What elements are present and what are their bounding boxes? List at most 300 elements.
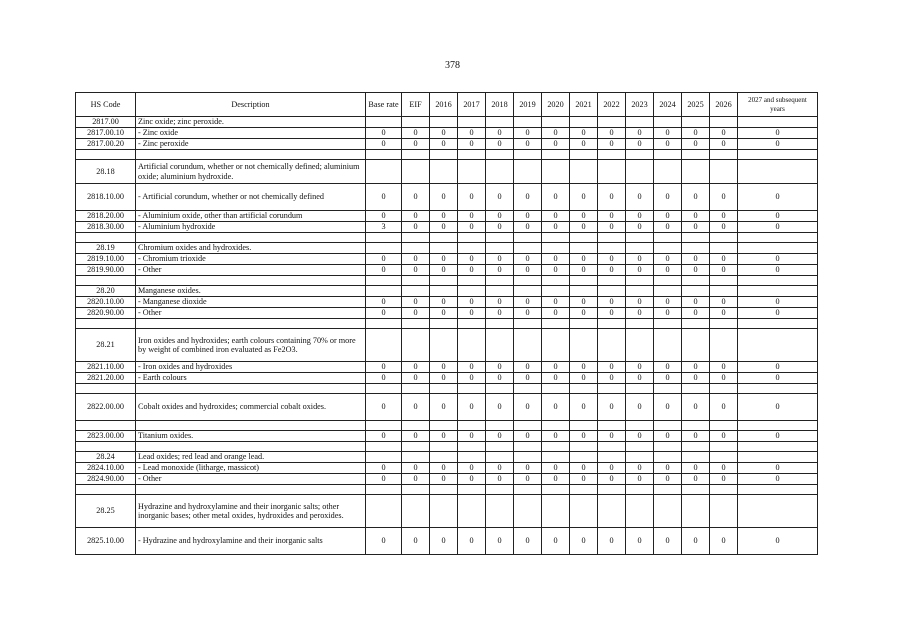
rate-cell: 0 xyxy=(458,254,486,265)
rate-cell: 0 xyxy=(514,308,542,319)
empty-cell xyxy=(598,485,626,495)
empty-cell xyxy=(738,276,818,286)
empty-cell xyxy=(458,117,486,128)
empty-cell xyxy=(458,329,486,362)
hs-code-cell: 2824.10.00 xyxy=(76,463,136,474)
empty-cell xyxy=(402,421,430,431)
rate-cell: 0 xyxy=(366,308,402,319)
empty-cell xyxy=(598,160,626,184)
empty-cell xyxy=(542,286,570,297)
heading-row xyxy=(76,160,818,184)
empty-cell xyxy=(710,452,738,463)
rate-cell: 0 xyxy=(682,431,710,442)
empty-cell xyxy=(402,286,430,297)
rate-cell: 0 xyxy=(402,128,430,139)
empty-cell xyxy=(136,319,366,329)
empty-cell xyxy=(570,117,598,128)
rate-cell: 0 xyxy=(514,394,542,421)
rate-cell: 0 xyxy=(514,431,542,442)
rate-cell: 0 xyxy=(626,373,654,384)
rate-cell: 0 xyxy=(570,308,598,319)
empty-cell xyxy=(542,233,570,243)
heading-row xyxy=(76,329,818,362)
rate-cell: 0 xyxy=(430,373,458,384)
header-2018: 2018 xyxy=(486,93,514,117)
empty-cell xyxy=(598,384,626,394)
empty-cell xyxy=(514,319,542,329)
rate-cell: 0 xyxy=(402,394,430,421)
rate-cell: 0 xyxy=(654,184,682,211)
rate-cell: 0 xyxy=(402,474,430,485)
rate-cell: 0 xyxy=(514,128,542,139)
empty-cell xyxy=(654,329,682,362)
empty-cell xyxy=(654,452,682,463)
empty-cell xyxy=(402,117,430,128)
hs-code-cell: 2823.00.00 xyxy=(76,431,136,442)
header-2023: 2023 xyxy=(626,93,654,117)
rate-cell: 0 xyxy=(626,474,654,485)
heading-row xyxy=(76,117,818,128)
rate-cell: 0 xyxy=(654,265,682,276)
rate-cell: 0 xyxy=(458,394,486,421)
empty-cell xyxy=(486,233,514,243)
empty-cell xyxy=(654,485,682,495)
description-cell: - Manganese dioxide xyxy=(136,297,366,308)
rate-cell: 0 xyxy=(570,139,598,150)
header-eif: EIF xyxy=(402,93,430,117)
empty-cell xyxy=(626,276,654,286)
rate-cell: 0 xyxy=(598,463,626,474)
rate-cell: 0 xyxy=(402,297,430,308)
rate-cell: 0 xyxy=(682,528,710,555)
table-row xyxy=(76,128,818,139)
description-cell: Zinc oxide; zinc peroxide. xyxy=(136,117,366,128)
rate-cell: 0 xyxy=(430,297,458,308)
rate-cell: 0 xyxy=(654,222,682,233)
header-2025: 2025 xyxy=(682,93,710,117)
rate-cell: 0 xyxy=(738,431,818,442)
description-cell: - Other xyxy=(136,265,366,276)
rate-cell: 0 xyxy=(710,254,738,265)
rate-cell: 0 xyxy=(738,128,818,139)
empty-cell xyxy=(570,329,598,362)
empty-cell xyxy=(598,319,626,329)
empty-cell xyxy=(430,319,458,329)
empty-cell xyxy=(682,243,710,254)
empty-cell xyxy=(570,276,598,286)
rate-cell: 0 xyxy=(542,362,570,373)
hs-code-cell: 28.19 xyxy=(76,243,136,254)
empty-cell xyxy=(570,243,598,254)
empty-cell xyxy=(76,485,136,495)
description-cell: - Earth colours xyxy=(136,373,366,384)
empty-cell xyxy=(682,442,710,452)
rate-cell: 0 xyxy=(430,254,458,265)
rate-cell: 0 xyxy=(486,254,514,265)
heading-row xyxy=(76,243,818,254)
table-row xyxy=(76,373,818,384)
rate-cell: 0 xyxy=(486,139,514,150)
empty-cell xyxy=(598,243,626,254)
rate-cell: 0 xyxy=(402,184,430,211)
rate-cell: 0 xyxy=(514,373,542,384)
empty-cell xyxy=(654,150,682,160)
rate-cell: 0 xyxy=(486,431,514,442)
empty-cell xyxy=(76,442,136,452)
rate-cell: 0 xyxy=(458,474,486,485)
empty-cell xyxy=(738,329,818,362)
empty-cell xyxy=(458,233,486,243)
rate-cell: 0 xyxy=(570,474,598,485)
rate-cell: 0 xyxy=(738,463,818,474)
rate-cell: 3 xyxy=(366,222,402,233)
empty-cell xyxy=(514,421,542,431)
rate-cell: 0 xyxy=(682,373,710,384)
rate-cell: 0 xyxy=(738,297,818,308)
rate-cell: 0 xyxy=(570,222,598,233)
header-2022: 2022 xyxy=(598,93,626,117)
rate-cell: 0 xyxy=(710,222,738,233)
rate-cell: 0 xyxy=(430,139,458,150)
empty-cell xyxy=(738,160,818,184)
empty-cell xyxy=(486,384,514,394)
empty-cell xyxy=(570,495,598,528)
rate-cell: 0 xyxy=(542,211,570,222)
rate-cell: 0 xyxy=(486,308,514,319)
empty-cell xyxy=(598,150,626,160)
empty-cell xyxy=(654,117,682,128)
empty-cell xyxy=(654,319,682,329)
rate-cell: 0 xyxy=(486,297,514,308)
rate-cell: 0 xyxy=(458,463,486,474)
hs-code-cell: 2822.00.00 xyxy=(76,394,136,421)
rate-cell: 0 xyxy=(570,362,598,373)
empty-cell xyxy=(430,117,458,128)
empty-cell xyxy=(710,485,738,495)
empty-cell xyxy=(598,233,626,243)
description-cell: - Chromium trioxide xyxy=(136,254,366,265)
rate-cell: 0 xyxy=(366,431,402,442)
empty-cell xyxy=(710,243,738,254)
empty-cell xyxy=(76,384,136,394)
rate-cell: 0 xyxy=(598,373,626,384)
rate-cell: 0 xyxy=(598,308,626,319)
rate-cell: 0 xyxy=(626,362,654,373)
rate-cell: 0 xyxy=(626,463,654,474)
rate-cell: 0 xyxy=(514,265,542,276)
rate-cell: 0 xyxy=(626,431,654,442)
empty-cell xyxy=(514,329,542,362)
empty-cell xyxy=(514,150,542,160)
empty-cell xyxy=(570,233,598,243)
hs-code-cell: 2817.00.20 xyxy=(76,139,136,150)
hs-code-cell: 2819.10.00 xyxy=(76,254,136,265)
heading-row xyxy=(76,452,818,463)
empty-cell xyxy=(682,233,710,243)
empty-cell xyxy=(486,421,514,431)
header-2016: 2016 xyxy=(430,93,458,117)
empty-cell xyxy=(682,495,710,528)
empty-cell xyxy=(570,442,598,452)
empty-cell xyxy=(402,442,430,452)
empty-cell xyxy=(458,384,486,394)
hs-code-cell: 28.18 xyxy=(76,160,136,184)
rate-cell: 0 xyxy=(682,297,710,308)
empty-cell xyxy=(682,485,710,495)
hs-code-cell: 2825.10.00 xyxy=(76,528,136,555)
rate-cell: 0 xyxy=(710,297,738,308)
empty-cell xyxy=(514,384,542,394)
rate-cell: 0 xyxy=(626,308,654,319)
empty-cell xyxy=(402,452,430,463)
hs-code-cell: 28.24 xyxy=(76,452,136,463)
header-2017: 2017 xyxy=(458,93,486,117)
empty-cell xyxy=(402,319,430,329)
hs-code-cell: 2818.30.00 xyxy=(76,222,136,233)
table-row xyxy=(76,222,818,233)
empty-cell xyxy=(738,319,818,329)
rate-cell: 0 xyxy=(458,139,486,150)
rate-cell: 0 xyxy=(402,373,430,384)
empty-cell xyxy=(76,421,136,431)
description-cell: - Other xyxy=(136,308,366,319)
rate-cell: 0 xyxy=(598,265,626,276)
empty-cell xyxy=(366,243,402,254)
rate-cell: 0 xyxy=(682,362,710,373)
empty-cell xyxy=(366,452,402,463)
empty-cell xyxy=(366,286,402,297)
rate-cell: 0 xyxy=(542,184,570,211)
rate-cell: 0 xyxy=(542,431,570,442)
empty-cell xyxy=(738,452,818,463)
description-cell: - Hydrazine and hydroxylamine and their inorganic salts xyxy=(136,528,366,555)
empty-cell xyxy=(738,117,818,128)
rate-cell: 0 xyxy=(402,463,430,474)
empty-cell xyxy=(626,286,654,297)
empty-cell xyxy=(626,495,654,528)
heading-row xyxy=(76,495,818,528)
header-2021: 2021 xyxy=(570,93,598,117)
description-cell: - Other xyxy=(136,474,366,485)
rate-cell: 0 xyxy=(682,139,710,150)
empty-cell xyxy=(430,495,458,528)
rate-cell: 0 xyxy=(366,139,402,150)
rate-cell: 0 xyxy=(458,528,486,555)
rate-cell: 0 xyxy=(626,528,654,555)
description-cell: Chromium oxides and hydroxides. xyxy=(136,243,366,254)
empty-cell xyxy=(598,117,626,128)
empty-cell xyxy=(366,329,402,362)
empty-cell xyxy=(136,442,366,452)
rate-cell: 0 xyxy=(514,297,542,308)
empty-cell xyxy=(76,276,136,286)
empty-cell xyxy=(710,384,738,394)
empty-cell xyxy=(626,384,654,394)
rate-cell: 0 xyxy=(366,211,402,222)
rate-cell: 0 xyxy=(514,222,542,233)
empty-cell xyxy=(486,160,514,184)
rate-cell: 0 xyxy=(654,362,682,373)
empty-cell xyxy=(430,442,458,452)
rate-cell: 0 xyxy=(626,265,654,276)
empty-cell xyxy=(430,329,458,362)
empty-cell xyxy=(136,485,366,495)
empty-cell xyxy=(542,452,570,463)
empty-cell xyxy=(598,421,626,431)
rate-cell: 0 xyxy=(738,362,818,373)
rate-cell: 0 xyxy=(430,265,458,276)
rate-cell: 0 xyxy=(402,139,430,150)
empty-cell xyxy=(136,233,366,243)
rate-cell: 0 xyxy=(514,139,542,150)
empty-cell xyxy=(430,421,458,431)
hs-code-cell: 2820.90.00 xyxy=(76,308,136,319)
blank-row xyxy=(76,276,818,286)
empty-cell xyxy=(136,276,366,286)
blank-row xyxy=(76,442,818,452)
empty-cell xyxy=(430,160,458,184)
rate-cell: 0 xyxy=(598,128,626,139)
rate-cell: 0 xyxy=(626,128,654,139)
rate-cell: 0 xyxy=(682,184,710,211)
description-cell: Cobalt oxides and hydroxides; commercial cobalt oxides. xyxy=(136,394,366,421)
empty-cell xyxy=(570,286,598,297)
rate-cell: 0 xyxy=(402,254,430,265)
rate-cell: 0 xyxy=(598,184,626,211)
empty-cell xyxy=(738,384,818,394)
rate-cell: 0 xyxy=(710,128,738,139)
empty-cell xyxy=(626,233,654,243)
empty-cell xyxy=(682,276,710,286)
tariff-schedule-table xyxy=(75,92,818,555)
rate-cell: 0 xyxy=(654,139,682,150)
empty-cell xyxy=(654,442,682,452)
empty-cell xyxy=(514,276,542,286)
rate-cell: 0 xyxy=(366,394,402,421)
header-2026: 2026 xyxy=(710,93,738,117)
rate-cell: 0 xyxy=(366,265,402,276)
hs-code-cell: 28.21 xyxy=(76,329,136,362)
rate-cell: 0 xyxy=(366,184,402,211)
rate-cell: 0 xyxy=(486,528,514,555)
rate-cell: 0 xyxy=(654,528,682,555)
rate-cell: 0 xyxy=(542,265,570,276)
empty-cell xyxy=(366,495,402,528)
rate-cell: 0 xyxy=(738,139,818,150)
hs-code-cell: 2817.00 xyxy=(76,117,136,128)
empty-cell xyxy=(626,329,654,362)
empty-cell xyxy=(486,442,514,452)
table-row xyxy=(76,139,818,150)
blank-row xyxy=(76,421,818,431)
rate-cell: 0 xyxy=(598,254,626,265)
rate-cell: 0 xyxy=(542,463,570,474)
header-2019: 2019 xyxy=(514,93,542,117)
empty-cell xyxy=(430,384,458,394)
empty-cell xyxy=(710,150,738,160)
rate-cell: 0 xyxy=(514,211,542,222)
empty-cell xyxy=(710,276,738,286)
rate-cell: 0 xyxy=(654,394,682,421)
empty-cell xyxy=(626,160,654,184)
rate-cell: 0 xyxy=(682,265,710,276)
rate-cell: 0 xyxy=(738,308,818,319)
empty-cell xyxy=(458,452,486,463)
rate-cell: 0 xyxy=(626,297,654,308)
empty-cell xyxy=(486,329,514,362)
empty-cell xyxy=(76,233,136,243)
empty-cell xyxy=(458,160,486,184)
rate-cell: 0 xyxy=(366,254,402,265)
rate-cell: 0 xyxy=(514,474,542,485)
description-cell: - Artificial corundum, whether or not chemically defined xyxy=(136,184,366,211)
description-cell: - Zinc oxide xyxy=(136,128,366,139)
empty-cell xyxy=(570,319,598,329)
empty-cell xyxy=(514,495,542,528)
rate-cell: 0 xyxy=(366,474,402,485)
empty-cell xyxy=(366,421,402,431)
rate-cell: 0 xyxy=(430,308,458,319)
rate-cell: 0 xyxy=(366,373,402,384)
table-row xyxy=(76,528,818,555)
description-cell: Iron oxides and hydroxides; earth colours containing 70% or more by weight of combined iron evaluated as Fe2O3. xyxy=(136,329,366,362)
empty-cell xyxy=(626,243,654,254)
blank-row xyxy=(76,485,818,495)
empty-cell xyxy=(654,276,682,286)
empty-cell xyxy=(402,276,430,286)
empty-cell xyxy=(654,495,682,528)
hs-code-cell: 2818.10.00 xyxy=(76,184,136,211)
rate-cell: 0 xyxy=(486,394,514,421)
empty-cell xyxy=(682,117,710,128)
rate-cell: 0 xyxy=(626,394,654,421)
rate-cell: 0 xyxy=(654,474,682,485)
table-row xyxy=(76,362,818,373)
rate-cell: 0 xyxy=(366,463,402,474)
empty-cell xyxy=(682,384,710,394)
rate-cell: 0 xyxy=(430,362,458,373)
rate-cell: 0 xyxy=(654,308,682,319)
empty-cell xyxy=(486,117,514,128)
rate-cell: 0 xyxy=(598,139,626,150)
hs-code-cell: 2818.20.00 xyxy=(76,211,136,222)
rate-cell: 0 xyxy=(514,463,542,474)
empty-cell xyxy=(542,117,570,128)
empty-cell xyxy=(76,319,136,329)
empty-cell xyxy=(738,495,818,528)
empty-cell xyxy=(710,233,738,243)
rate-cell: 0 xyxy=(598,394,626,421)
description-cell: - Aluminium hydroxide xyxy=(136,222,366,233)
rate-cell: 0 xyxy=(570,431,598,442)
empty-cell xyxy=(366,233,402,243)
empty-cell xyxy=(570,160,598,184)
rate-cell: 0 xyxy=(738,265,818,276)
empty-cell xyxy=(542,421,570,431)
rate-cell: 0 xyxy=(738,222,818,233)
blank-row xyxy=(76,150,818,160)
rate-cell: 0 xyxy=(710,394,738,421)
empty-cell xyxy=(514,442,542,452)
header-description: Description xyxy=(136,93,366,117)
rate-cell: 0 xyxy=(710,184,738,211)
rate-cell: 0 xyxy=(366,297,402,308)
empty-cell xyxy=(486,495,514,528)
rate-cell: 0 xyxy=(598,362,626,373)
rate-cell: 0 xyxy=(654,373,682,384)
rate-cell: 0 xyxy=(654,211,682,222)
rate-cell: 0 xyxy=(542,528,570,555)
